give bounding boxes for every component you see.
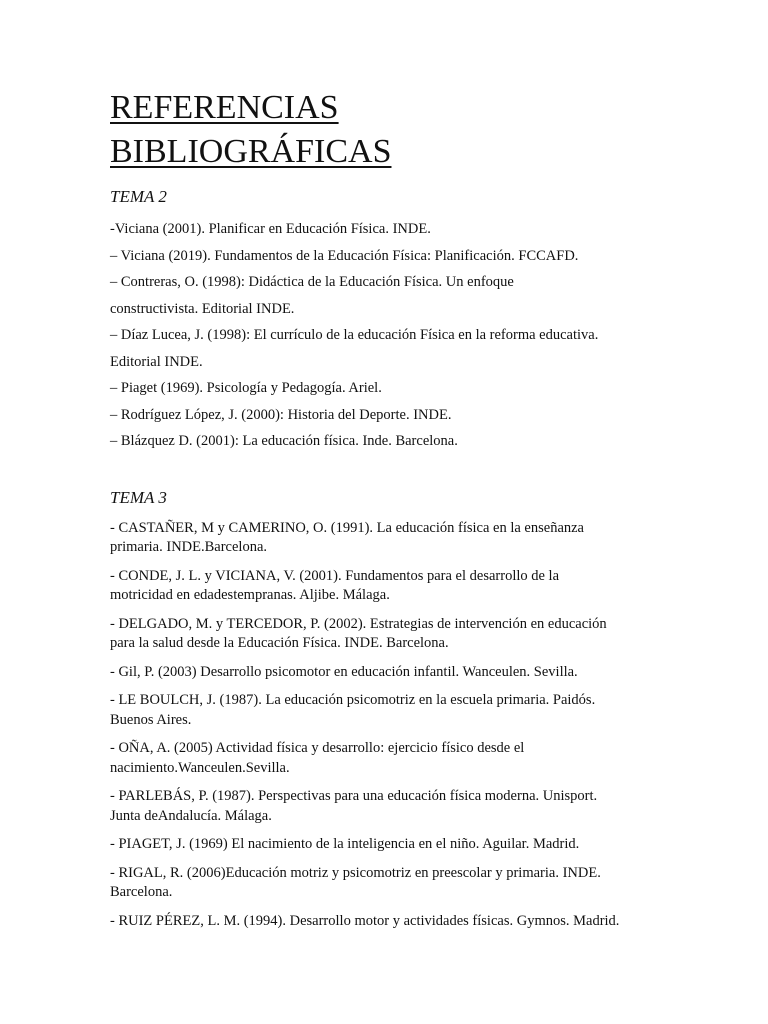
reference-line: - CASTAÑER, M y CAMERINO, O. (1991). La educación física en la enseñanza [110, 519, 584, 536]
document-title [110, 86, 668, 174]
reference-entry [110, 835, 668, 855]
reference-entry [110, 739, 668, 778]
reference-line: constructivista. Editorial INDE. [110, 300, 295, 317]
reference-line: – Contreras, O. (1998): Didáctica de la Educación Física. Un enfoque [110, 274, 514, 290]
section-tema-3 [110, 487, 668, 932]
reference-line: – Viciana (2019). Fundamentos de la Educación Física: Planificación. FCCAFD. [110, 247, 579, 264]
reference-entry [110, 787, 668, 826]
reference-line: Barcelona. [110, 884, 173, 900]
reference-line: para la salud desde la Educación Física. INDE. Barcelona. [110, 635, 449, 651]
reference-line: – Rodríguez López, J. (2000): Historia del Deporte. INDE. [110, 406, 452, 423]
section-heading-tema-2: TEMA 2 [110, 187, 167, 206]
reference-line: – Blázquez D. (2001): La educación física. Inde. Barcelona. [110, 433, 458, 449]
reference-entry [110, 663, 668, 683]
reference-line: – Piaget (1969). Psicología y Pedagogía. Ariel. [110, 380, 382, 396]
reference-line: Editorial INDE. [110, 353, 203, 370]
title-line-1: REFERENCIAS [110, 89, 339, 126]
reference-line: - OÑA, A. (2005) Actividad física y desarrollo: ejercicio físico desde el [110, 740, 525, 756]
reference-line: motricidad en edadestempranas. Aljibe. Málaga. [110, 587, 390, 603]
reference-line: nacimiento.Wanceulen.Sevilla. [110, 759, 290, 776]
reference-line: -Viciana (2001). Planificar en Educación Física. INDE. [110, 221, 431, 237]
reference-line: - PIAGET, J. (1969) El nacimiento de la inteligencia en el niño. Aguilar. Madrid. [110, 836, 580, 852]
reference-entry [110, 567, 668, 606]
reference-line: - PARLEBÁS, P. (1987). Perspectivas para una educación física moderna. Unisport. [110, 788, 598, 804]
section-heading-tema-3: TEMA 3 [110, 487, 167, 507]
reference-line: - RIGAL, R. (2006)Educación motriz y psicomotriz en preescolar y primaria. INDE. [110, 864, 601, 881]
reference-line: - DELGADO, M. y TERCEDOR, P. (2002). Estrategias de intervención en educación [110, 615, 607, 632]
reference-line: Buenos Aires. [110, 711, 192, 728]
reference-line: - CONDE, J. L. y VICIANA, V. (2001). Fundamentos para el desarrollo de la [110, 567, 560, 584]
reference-line: – Díaz Lucea, J. (1998): El currículo de la educación Física en la reforma educativa. [110, 327, 599, 343]
reference-entry [110, 912, 668, 932]
reference-line: primaria. INDE.Barcelona. [110, 539, 268, 555]
reference-line: - Gil, P. (2003) Desarrollo psicomotor en educación infantil. Wanceulen. Sevilla. [110, 663, 578, 680]
reference-line: - LE BOULCH, J. (1987). La educación psicomotriz en la escuela primaria. Paidós. [110, 692, 596, 708]
reference-entry [110, 691, 668, 730]
reference-line: Junta deAndalucía. Málaga. [110, 807, 272, 824]
title-line-2: BIBLIOGRÁFICAS [110, 133, 392, 170]
reference-entry [110, 615, 668, 654]
section-tema-2 [110, 186, 668, 455]
reference-entry [110, 519, 668, 558]
reference-entry [110, 864, 668, 903]
reference-line: - RUIZ PÉREZ, L. M. (1994). Desarrollo motor y actividades físicas. Gymnos. Madrid. [110, 912, 620, 929]
